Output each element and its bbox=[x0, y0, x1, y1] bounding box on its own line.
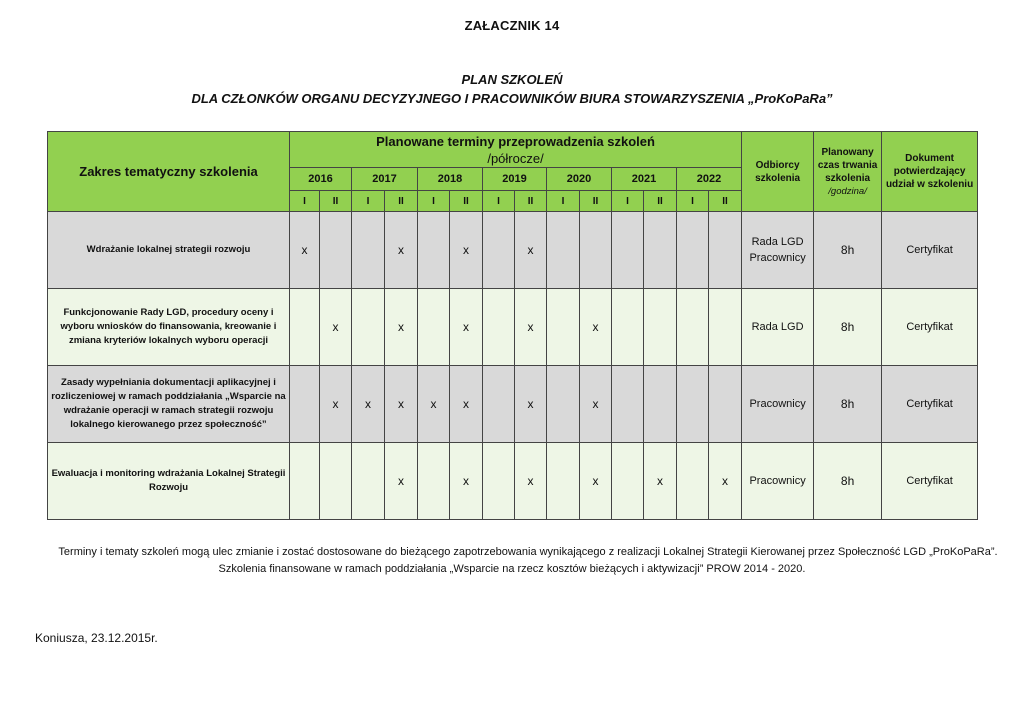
term-mark-cell bbox=[580, 212, 612, 289]
attachment-label: ZAŁACZNIK 14 bbox=[464, 18, 560, 33]
term-mark-cell bbox=[644, 212, 677, 289]
term-mark-cell bbox=[547, 366, 580, 443]
term-mark-cell bbox=[644, 289, 677, 366]
recipients-line: Pracownicy bbox=[749, 252, 806, 264]
recipients-cell bbox=[742, 289, 814, 366]
header-document: Dokument potwierdzający udział w szkoleniu bbox=[882, 132, 978, 212]
recipients-line: Pracownicy bbox=[749, 398, 806, 410]
recipients-cell bbox=[742, 212, 814, 289]
table-row bbox=[48, 289, 978, 366]
header-half-year: II bbox=[644, 191, 677, 212]
header-year: 2022 bbox=[677, 168, 742, 191]
term-mark-cell bbox=[418, 212, 450, 289]
header-planned-terms bbox=[290, 132, 742, 168]
recipients-line: Rada LGD bbox=[751, 236, 804, 248]
term-mark-cell: x bbox=[450, 289, 483, 366]
header-year: 2021 bbox=[612, 168, 677, 191]
term-mark-cell bbox=[709, 366, 742, 443]
recipients-cell bbox=[742, 366, 814, 443]
header-year: 2018 bbox=[418, 168, 483, 191]
header-recipients: Odbiorcy szkolenia bbox=[742, 132, 814, 212]
table-row bbox=[48, 212, 978, 289]
term-mark-cell: x bbox=[515, 443, 547, 520]
term-mark-cell bbox=[677, 289, 709, 366]
term-mark-cell: x bbox=[580, 366, 612, 443]
recipients-line: Pracownicy bbox=[749, 475, 806, 487]
term-mark-cell bbox=[612, 443, 644, 520]
term-mark-cell: x bbox=[418, 366, 450, 443]
training-plan-table bbox=[47, 131, 978, 520]
header-duration-label: Planowany czas trwania szkolenia bbox=[817, 146, 878, 184]
term-mark-cell: x bbox=[385, 212, 418, 289]
header-half-year: II bbox=[709, 191, 742, 212]
term-mark-cell: x bbox=[580, 289, 612, 366]
term-mark-cell: x bbox=[450, 212, 483, 289]
recipients-cell bbox=[742, 443, 814, 520]
term-mark-cell bbox=[483, 212, 515, 289]
term-mark-cell bbox=[418, 289, 450, 366]
document-cell: Certyfikat bbox=[882, 366, 978, 443]
document-cell: Certyfikat bbox=[882, 212, 978, 289]
note-financing: Szkolenia finansowane w ramach poddziałania „Wsparcie na rzecz kosztów bieżących i aktywizacji” PROW 2014 - 2020. bbox=[218, 563, 806, 575]
header-duration-unit: /godzina/ bbox=[828, 185, 867, 197]
term-mark-cell bbox=[677, 212, 709, 289]
term-mark-cell bbox=[483, 443, 515, 520]
document-cell: Certyfikat bbox=[882, 289, 978, 366]
header-half-year: II bbox=[515, 191, 547, 212]
term-mark-cell bbox=[418, 443, 450, 520]
term-mark-cell bbox=[290, 289, 320, 366]
term-mark-cell bbox=[677, 443, 709, 520]
topic-cell: Zasady wypełniania dokumentacji aplikacyjnej i rozliczeniowej w ramach poddziałania „Wsparcie na wdrażanie operacji w ramach strategii rozwoju lokalnego kierowanego przez społeczność” bbox=[48, 366, 290, 443]
header-year: 2017 bbox=[352, 168, 418, 191]
document-subtitle: DLA CZŁONKÓW ORGANU DECYZYJNEGO I PRACOWNIKÓW BIURA STOWARZYSZENIA „ProKoPaRa” bbox=[191, 91, 833, 106]
term-mark-cell bbox=[290, 366, 320, 443]
header-planned-terms-label: Planowane terminy przeprowadzenia szkoleń bbox=[376, 133, 655, 149]
recipients-line: Rada LGD bbox=[751, 321, 804, 333]
topic-cell: Wdrażanie lokalnej strategii rozwoju bbox=[48, 212, 290, 289]
term-mark-cell bbox=[352, 289, 385, 366]
term-mark-cell: x bbox=[385, 289, 418, 366]
header-half-year: II bbox=[580, 191, 612, 212]
term-mark-cell: x bbox=[385, 443, 418, 520]
term-mark-cell bbox=[677, 366, 709, 443]
duration-cell: 8h bbox=[814, 443, 882, 520]
term-mark-cell bbox=[709, 289, 742, 366]
header-year: 2016 bbox=[290, 168, 352, 191]
table-row bbox=[48, 443, 978, 520]
term-mark-cell: x bbox=[515, 289, 547, 366]
term-mark-cell: x bbox=[709, 443, 742, 520]
header-year: 2020 bbox=[547, 168, 612, 191]
header-half-year: I bbox=[418, 191, 450, 212]
header-topic: Zakres tematyczny szkolenia bbox=[48, 132, 290, 212]
term-mark-cell: x bbox=[580, 443, 612, 520]
term-mark-cell: x bbox=[320, 366, 352, 443]
term-mark-cell bbox=[483, 289, 515, 366]
term-mark-cell bbox=[352, 212, 385, 289]
term-mark-cell: x bbox=[290, 212, 320, 289]
header-half-year: II bbox=[385, 191, 418, 212]
header-planned-terms-unit: /półrocze/ bbox=[487, 150, 544, 166]
term-mark-cell: x bbox=[320, 289, 352, 366]
header-year: 2019 bbox=[483, 168, 547, 191]
note-terms-change: Terminy i tematy szkoleń mogą ulec zmianie i zostać dostosowane do bieżącego zapotrzebowania wynikającego z realizacji Lokalnej Strategii Kierowanej przez Społeczność LGD „ProKoPaRa”. bbox=[58, 546, 998, 558]
header-half-year: II bbox=[320, 191, 352, 212]
term-mark-cell: x bbox=[352, 366, 385, 443]
header-half-year: I bbox=[612, 191, 644, 212]
term-mark-cell bbox=[547, 212, 580, 289]
document-cell: Certyfikat bbox=[882, 443, 978, 520]
term-mark-cell bbox=[290, 443, 320, 520]
topic-cell: Funkcjonowanie Rady LGD, procedury oceny i wyboru wniosków do finansowania, kreowanie i zmiana kryteriów lokalnych wyboru operacji bbox=[48, 289, 290, 366]
topic-cell: Ewaluacja i monitoring wdrażania Lokalnej Strategii Rozwoju bbox=[48, 443, 290, 520]
duration-cell: 8h bbox=[814, 289, 882, 366]
header-half-year: I bbox=[483, 191, 515, 212]
header-half-year: I bbox=[352, 191, 385, 212]
term-mark-cell: x bbox=[450, 366, 483, 443]
term-mark-cell bbox=[612, 212, 644, 289]
term-mark-cell bbox=[320, 212, 352, 289]
term-mark-cell: x bbox=[515, 366, 547, 443]
term-mark-cell bbox=[547, 443, 580, 520]
term-mark-cell bbox=[547, 289, 580, 366]
header-half-year: II bbox=[450, 191, 483, 212]
header-half-year: I bbox=[677, 191, 709, 212]
header-half-year: I bbox=[290, 191, 320, 212]
term-mark-cell: x bbox=[385, 366, 418, 443]
term-mark-cell bbox=[483, 366, 515, 443]
place-and-date: Koniusza, 23.12.2015r. bbox=[35, 631, 158, 645]
duration-cell: 8h bbox=[814, 212, 882, 289]
term-mark-cell bbox=[644, 366, 677, 443]
term-mark-cell: x bbox=[450, 443, 483, 520]
term-mark-cell bbox=[709, 212, 742, 289]
term-mark-cell: x bbox=[644, 443, 677, 520]
duration-cell: 8h bbox=[814, 366, 882, 443]
term-mark-cell bbox=[612, 366, 644, 443]
term-mark-cell bbox=[612, 289, 644, 366]
header-half-year: I bbox=[547, 191, 580, 212]
header-duration bbox=[814, 132, 882, 212]
document-title: PLAN SZKOLEŃ bbox=[461, 72, 563, 87]
term-mark-cell bbox=[352, 443, 385, 520]
term-mark-cell: x bbox=[515, 212, 547, 289]
term-mark-cell bbox=[320, 443, 352, 520]
table-row bbox=[48, 366, 978, 443]
